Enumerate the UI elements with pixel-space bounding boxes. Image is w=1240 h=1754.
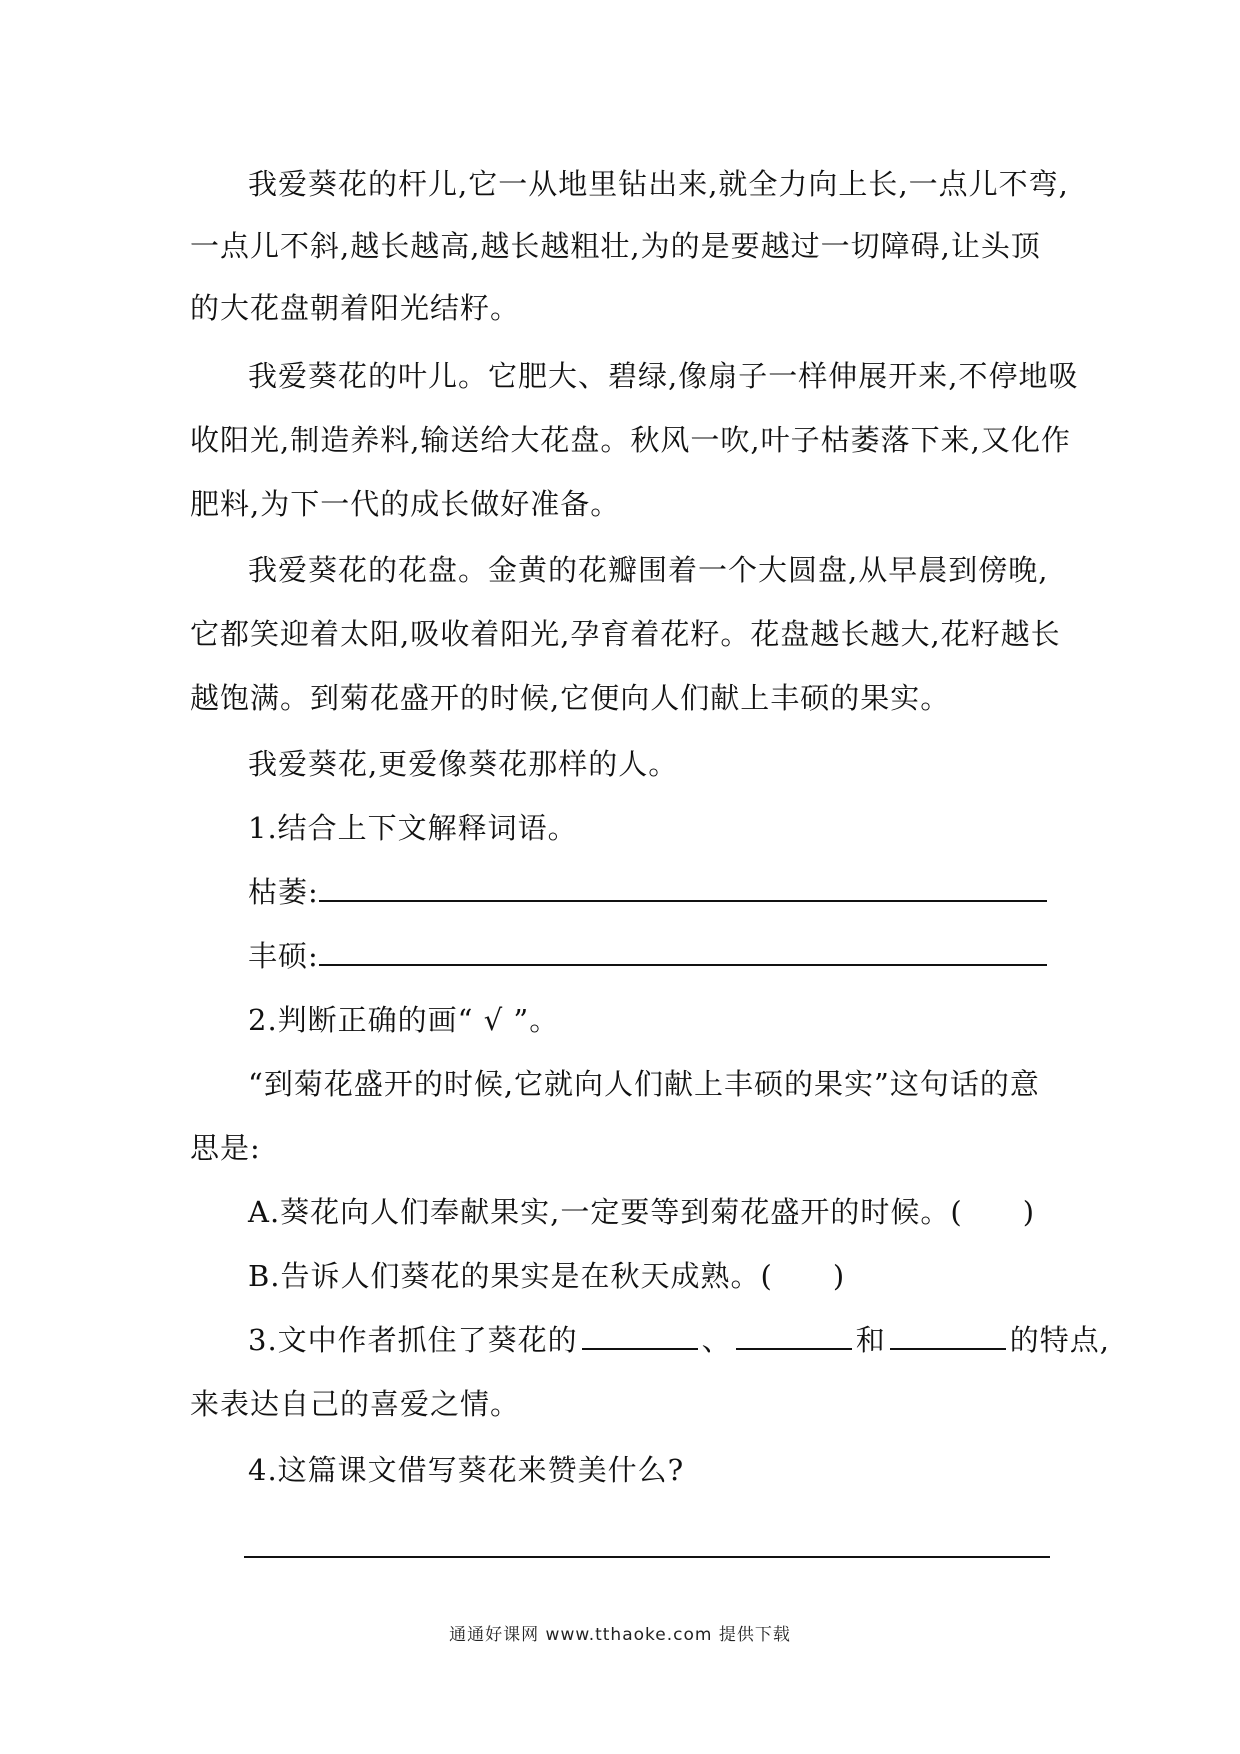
passage-p4: 我爱葵花,更爱像葵花那样的人。 <box>248 747 679 781</box>
question-3-line2: 来表达自己的喜爱之情。 <box>190 1387 521 1421</box>
question-2-option-b[interactable]: B.告诉人们葵花的果实是在秋天成熟。( ) <box>248 1259 846 1293</box>
passage-p3-line1: 我爱葵花的花盘。金黄的花瓣围着一个大圆盘,从早晨到傍晚, <box>248 553 1049 587</box>
question-1-title: 1.结合上下文解释词语。 <box>248 811 578 845</box>
question-3-prefix: 3.文中作者抓住了葵花的 <box>248 1323 578 1357</box>
question-3-sep2: 和 <box>855 1323 886 1357</box>
question-2-option-a[interactable]: A.葵花向人们奉献果实,一定要等到菊花盛开的时候。( ) <box>248 1195 1036 1229</box>
question-4-answer-line[interactable] <box>244 1556 1050 1558</box>
question-4-title: 4.这篇课文借写葵花来赞美什么? <box>248 1453 685 1487</box>
question-3-row <box>248 1320 1110 1360</box>
question-3-blank-1[interactable] <box>582 1322 698 1350</box>
question-3-sep1: 、 <box>701 1323 732 1357</box>
question-1-term2-answer-line[interactable] <box>319 938 1047 966</box>
passage-p2-line3: 肥料,为下一代的成长做好准备。 <box>190 487 621 521</box>
question-1-term1-row <box>248 872 1047 912</box>
question-2-stem-line2: 思是: <box>190 1131 261 1165</box>
passage-p1-line1: 我爱葵花的杆儿,它一从地里钻出来,就全力向上长,一点儿不弯, <box>248 167 1069 201</box>
question-1-term1-answer-line[interactable] <box>319 874 1047 902</box>
question-1-term1-label: 枯萎: <box>248 875 319 909</box>
question-3-blank-3[interactable] <box>890 1322 1006 1350</box>
question-2-title: 2.判断正确的画“ √ ”。 <box>248 1003 560 1037</box>
question-2-stem-line1: “到菊花盛开的时候,它就向人们献上丰硕的果实”这句话的意 <box>248 1067 1040 1101</box>
passage-p3-line2: 它都笑迎着太阳,吸收着阳光,孕育着花籽。花盘越长越大,花籽越长 <box>190 617 1061 651</box>
question-1-term2-row <box>248 936 1047 976</box>
passage-p1-line2: 一点儿不斜,越长越高,越长越粗壮,为的是要越过一切障碍,让头顶 <box>190 229 1041 263</box>
passage-p2-line1: 我爱葵花的叶儿。它肥大、碧绿,像扇子一样伸展开来,不停地吸 <box>248 359 1079 393</box>
footer-credit: 通通好课网 www.tthaoke.com 提供下载 <box>449 1625 791 1645</box>
passage-p3-line3: 越饱满。到菊花盛开的时候,它便向人们献上丰硕的果实。 <box>190 681 951 715</box>
passage-p1-line3: 的大花盘朝着阳光结籽。 <box>190 291 521 325</box>
question-3-suffix: 的特点, <box>1009 1323 1110 1357</box>
passage-p2-line2: 收阳光,制造养料,输送给大花盘。秋风一吹,叶子枯萎落下来,又化作 <box>190 423 1071 457</box>
question-3-blank-2[interactable] <box>736 1322 852 1350</box>
question-1-term2-label: 丰硕: <box>248 939 319 973</box>
